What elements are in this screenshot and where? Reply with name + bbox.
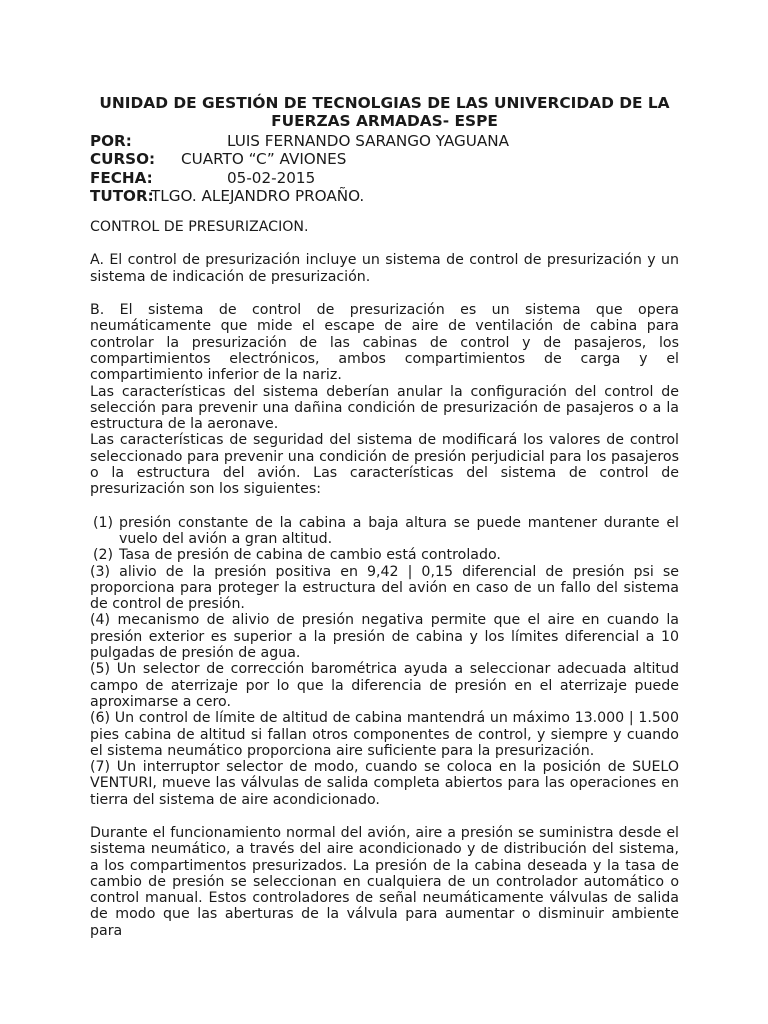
document-title: UNIDAD DE GESTIÓN DE TECNOLGIAS DE LAS UNIVERCIDAD DE LA FUERZAS ARMADAS- ESPE — [99, 94, 670, 130]
curso-value: CUARTO “C” AVIONES — [181, 150, 347, 169]
list-item-7: (7) Un interruptor selector de modo, cuando se coloca en la posición de SUELO VENTURI, mueve las válvulas de salida completa abiertos para las operaciones en tierra del sistema de aire acondicionado. — [90, 759, 679, 808]
list-text: presión constante de la cabina a baja altura se puede mantener durante el vuelo del avión a gran altitud. — [119, 514, 679, 547]
tutor-value: TLGO. ALEJANDRO PROAÑO. — [151, 186, 365, 205]
course-row — [90, 150, 679, 168]
paragraph-d: Las características de seguridad del sistema de modificará los valores de control seleccionado para prevenir una condición de presión perjudicial para los pasajeros o la estructura del avión. Las características del sistema de control de presurización son los siguientes: — [90, 432, 679, 498]
por-label: POR: — [90, 132, 132, 150]
list-item-5: (5) Un selector de corrección barométrica ayuda a seleccionar adecuada altitud campo de aterrizaje por lo que la diferencia de presión en el aterrizaje puede aproximarse a cero. — [90, 661, 679, 710]
section-heading: CONTROL DE PRESURIZACION. — [90, 219, 309, 236]
list-item-6: (6) Un control de límite de altitud de cabina mantendrá un máximo 13.000 | 1.500 pies cabina de altitud si fallan otros componentes de control, y siempre y cuando el sistema neumático proporciona aire suficiente para la presurización. — [90, 710, 679, 759]
tutor-row — [90, 187, 679, 205]
fecha-value: 05-02-2015 — [227, 168, 316, 187]
paragraph-a: A. El control de presurización incluye un sistema de control de presurización y un sistema de indicación de presurización. — [90, 252, 679, 285]
date-row — [90, 169, 679, 187]
tutor-label: TUTOR: — [90, 186, 154, 205]
curso-label: CURSO: — [90, 150, 156, 169]
fecha-label: FECHA: — [90, 168, 153, 187]
list-number: (1) — [93, 514, 114, 531]
list-item — [90, 515, 679, 548]
paragraph-b: B. El sistema de control de presurización es un sistema que opera neumáticamente que mide el escape de aire de ventilación de cabina para controlar la presurización de las cabinas de control y de pasajeros, los compartimientos electrónicos, ambos compartimientos de carga y el compartimiento inferior de la nariz. — [90, 302, 679, 384]
list-item — [90, 547, 679, 563]
paragraph-e: Durante el funcionamiento normal del avión, aire a presión se suministra desde el sistema neumático, a través del aire acondicionado y de distribución del sistema, a los compartimentos presurizados. La presión de la cabina deseada y la tasa de cambio de presión se seleccionan en cualquiera de un controlador automático o control manual. Estos controladores de señal neumáticamente válvulas de salida de modo que las aberturas de la válvula para aumentar o disminuir ambiente para — [90, 824, 679, 939]
por-value: LUIS FERNANDO SARANGO YAGUANA — [227, 132, 510, 150]
list-item-3: (3) alivio de la presión positiva en 9,42 | 0,15 diferencial de presión psi se proporciona para proteger la estructura del avión en caso de un fallo del sistema de control de presión. — [90, 563, 679, 613]
author-row — [90, 132, 679, 150]
document-page — [90, 94, 679, 939]
list-text: Tasa de presión de cabina de cambio está controlado. — [119, 547, 501, 564]
list-number: (2) — [93, 547, 114, 564]
paragraph-c: Las características del sistema deberían anular la configuración del control de selección para prevenir una dañina condición de presurización de pasajeros o a la estructura de la aeronave. — [90, 383, 679, 433]
list-item-4: (4) mecanismo de alivio de presión negativa permite que el aire en cuando la presión exterior es superior a la presión de cabina y los límites diferencial a 10 pulgadas de presión de agua. — [90, 612, 679, 662]
